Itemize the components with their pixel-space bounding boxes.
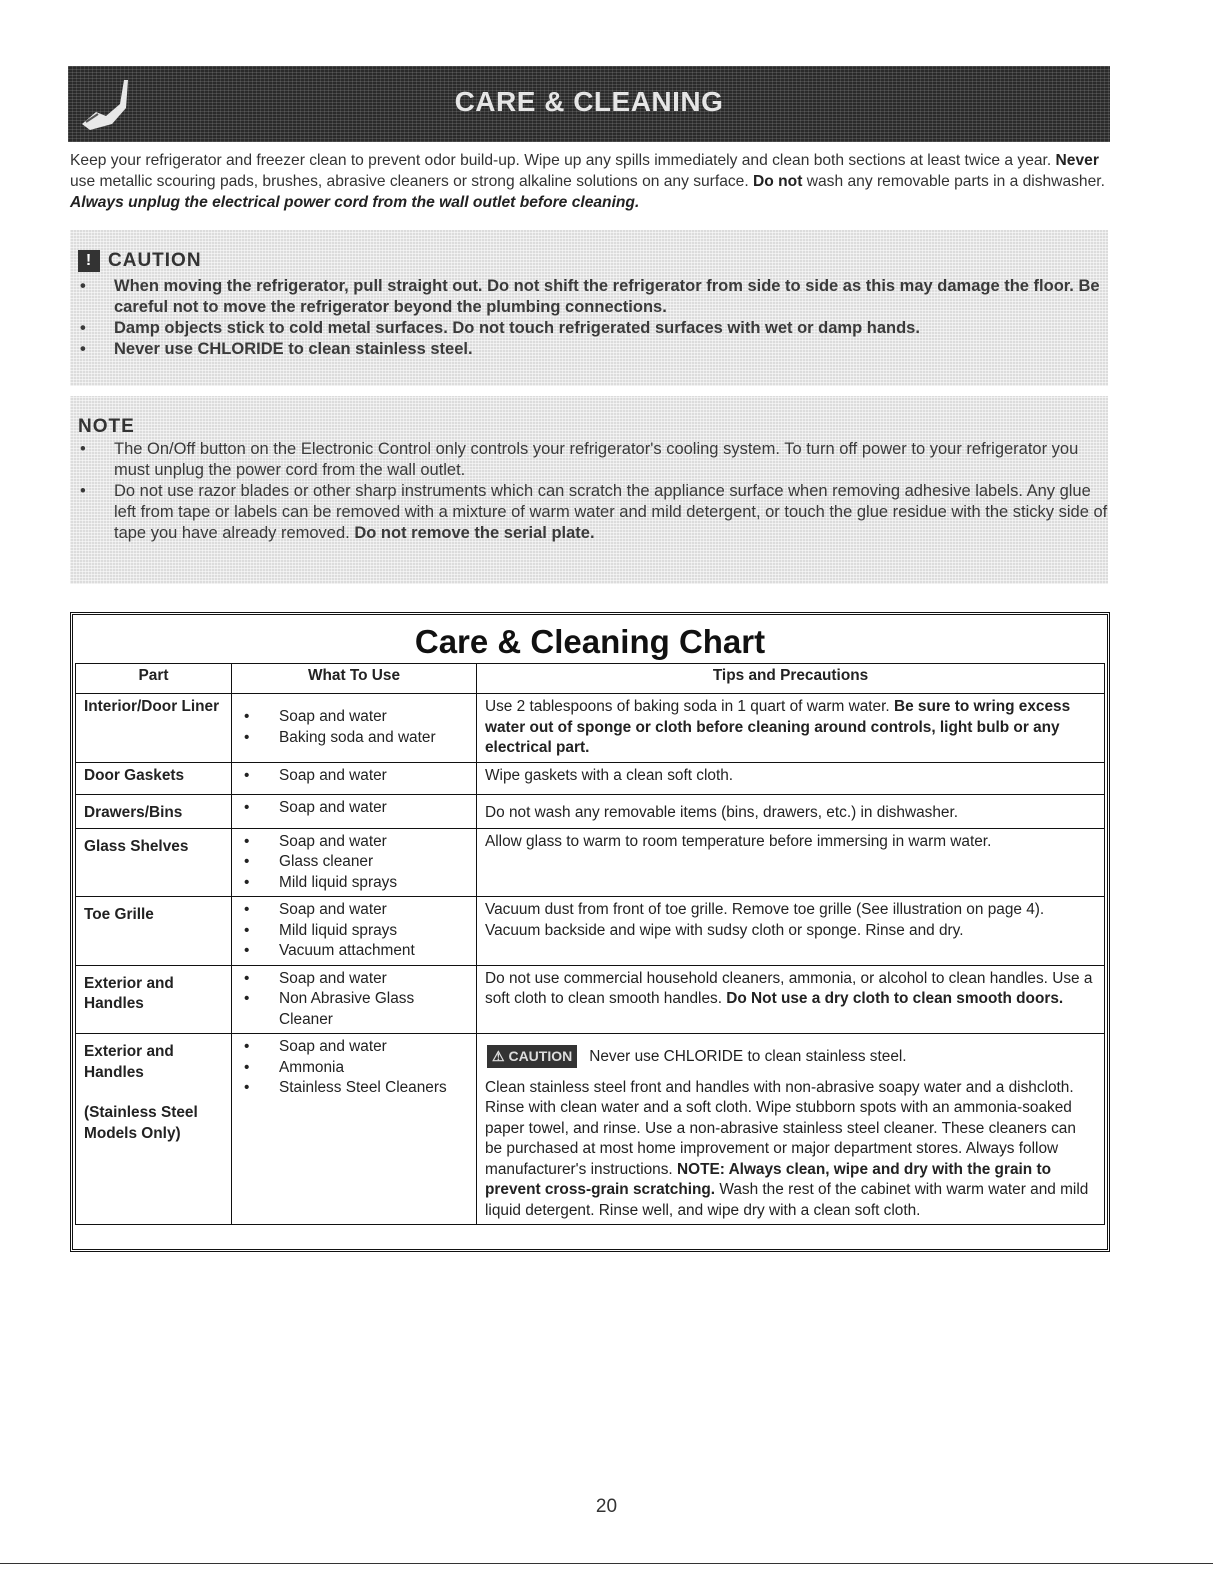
table-row (76, 828, 1105, 897)
tips-cell: Allow glass to warm to room temperature before immersing in warm water. (477, 828, 1105, 897)
table-row (76, 965, 1105, 1034)
list-item: • When moving the refrigerator, pull straight out. Do not shift the refrigerator from side to side as this may damage the floor. Be careful not to move the refrigerator beyond the plumbing connections. (70, 276, 1108, 318)
cleaning-table (75, 663, 1105, 1225)
care-cleaning-chart (70, 612, 1110, 1252)
section-banner (68, 66, 1110, 142)
part-cell: Door Gaskets (76, 762, 232, 794)
tips-cell: Do not wash any removable items (bins, drawers, etc.) in dishwasher. (477, 794, 1105, 828)
column-header: What To Use (232, 664, 477, 694)
section-title: CARE & CLEANING (454, 86, 724, 117)
list-item: • The On/Off button on the Electronic Control only controls your refrigerator's cooling system. To turn off power to your refrigerator you must unplug the power cord from the wall outlet. (70, 439, 1108, 481)
caution-heading: ! CAUTION (78, 250, 202, 272)
caution-box (70, 230, 1108, 386)
tips-cell: Wipe gaskets with a clean soft cloth. (477, 762, 1105, 794)
note-heading: NOTE (78, 416, 135, 437)
table-header-row (76, 664, 1105, 694)
table-row (76, 897, 1105, 966)
use-cell: • Soap and water • Mild liquid sprays • Vacuum attachment (232, 897, 477, 966)
footer-rule (0, 1563, 1213, 1564)
part-cell: Exterior and Handles (Stainless Steel Models Only) (76, 1034, 232, 1225)
use-cell: • Soap and water (232, 762, 477, 794)
column-header: Tips and Precautions (477, 664, 1105, 694)
table-row (76, 794, 1105, 828)
part-cell: Glass Shelves (76, 828, 232, 897)
list-item: • Do not use razor blades or other sharp instruments which can scratch the appliance surface when removing adhesive labels. Any glue left from tape or labels can be removed with a mixture of warm water and mild detergent, or touch the glue residue with the sticky side of tape you have already removed. Do not remove the serial plate. (70, 481, 1108, 544)
use-cell: • Soap and water (232, 794, 477, 828)
tips-cell: ⚠ CAUTION Never use CHLORIDE to clean stainless steel. Clean stainless steel front and handles with non-abrasive soapy water and a dishcloth. Rinse with clean water and a soft cloth. Wipe stubborn spots with an ammonia-soaked paper towel, and rinse. Use a non-abrasive stainless steel cleaner. These cleaners can be purchased at most home improvement or major department stores. Always follow manufacturer's instructions. NOTE: Always clean, wipe and dry with the grain to prevent cross-grain scratching. Wash the rest of the cabinet with warm water and mild liquid detergent. Rinse well, and wipe dry with a clean soft cloth. (477, 1034, 1105, 1225)
list-item: • Damp objects stick to cold metal surfaces. Do not touch refrigerated surfaces with wet or damp hands. (70, 318, 1108, 339)
list-item: • Never use CHLORIDE to clean stainless steel. (70, 339, 1108, 360)
chart-title: Care & Cleaning Chart (414, 623, 766, 660)
tips-cell: Use 2 tablespoons of baking soda in 1 quart of warm water. Be sure to wring excess water out of sponge or cloth before cleaning around controls, light bulb or any electrical part. (477, 694, 1105, 763)
table-row (76, 762, 1105, 794)
use-cell: • Soap and water • Non Abrasive Glass Cleaner (232, 965, 477, 1034)
tips-cell: Vacuum dust from front of toe grille. Remove toe grille (See illustration on page 4). Vacuum backside and wipe with sudsy cloth or sponge. Rinse and dry. (477, 897, 1105, 966)
note-list (70, 439, 1108, 544)
tips-cell: Do not use commercial household cleaners, ammonia, or alcohol to clean handles. Use a soft cloth to clean smooth handles. Do Not use a dry cloth to clean smooth doors. (477, 965, 1105, 1034)
part-cell: Interior/Door Liner (76, 694, 232, 763)
part-cell: Exterior and Handles (76, 965, 232, 1034)
warning-icon: ! (78, 250, 100, 272)
caution-list (70, 276, 1108, 360)
table-row (76, 1034, 1105, 1225)
use-cell: • Soap and water • Glass cleaner • Mild liquid sprays (232, 828, 477, 897)
use-cell: • Soap and water • Ammonia • Stainless Steel Cleaners (232, 1034, 477, 1225)
use-cell: • Soap and water • Baking soda and water (232, 694, 477, 763)
part-cell: Drawers/Bins (76, 794, 232, 828)
table-row (76, 694, 1105, 763)
intro-paragraph: Keep your refrigerator and freezer clean to prevent odor build-up. Wipe up any spills immediately and clean both sections at least twice a year. Never use metallic scouring pads, brushes, abrasive cleaners or strong alkaline solutions on any surface. Do not wash any removable parts in a dishwasher. Always unplug the electrical power cord from the wall outlet before cleaning. (70, 152, 1105, 211)
part-subtitle: (Stainless Steel Models Only) (84, 1104, 198, 1142)
column-header: Part (76, 664, 232, 694)
note-box (70, 396, 1108, 584)
page-number: 20 (595, 1496, 618, 1517)
part-cell: Toe Grille (76, 897, 232, 966)
caution-badge: ⚠ CAUTION (487, 1045, 577, 1068)
